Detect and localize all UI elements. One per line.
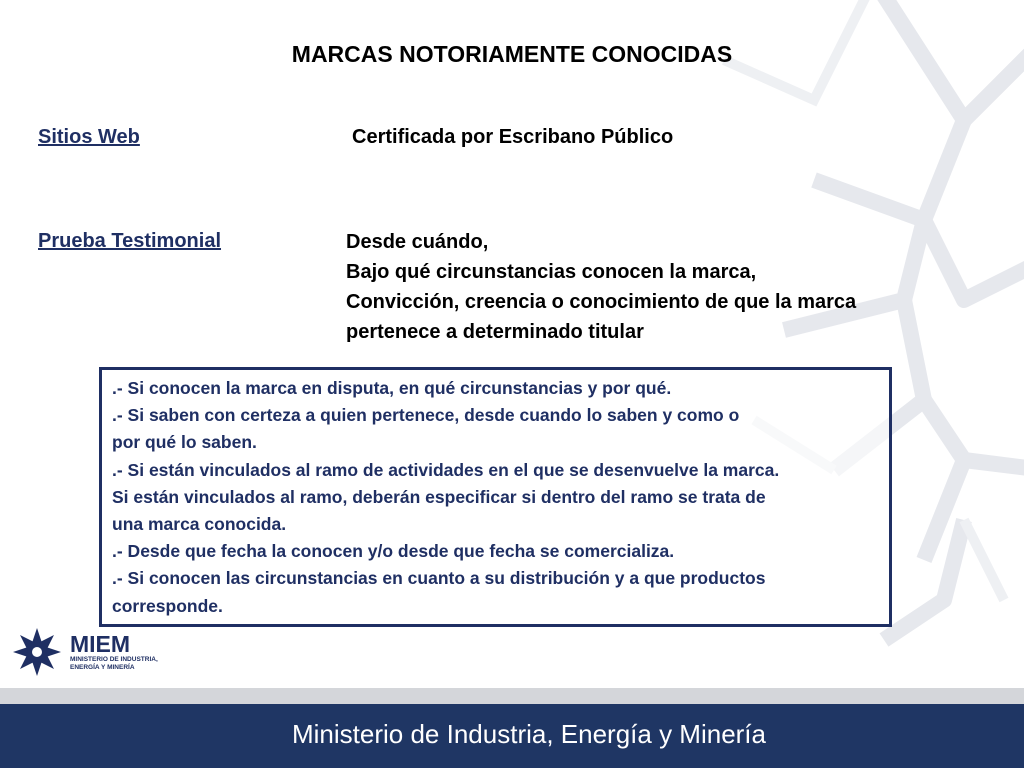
prueba-testimonial-value [346, 227, 856, 347]
box-line: .- Si saben con certeza a quien pertenece, desde cuando lo saben y como o [112, 405, 740, 426]
testimonial-line: pertenece a determinado titular [346, 321, 644, 343]
box-line: .- Si están vinculados al ramo de actividades en el que se desenvuelve la marca. [112, 459, 780, 480]
box-line: una marca conocida. [112, 514, 287, 535]
testimonial-line: Bajo qué circunstancias conocen la marca, [346, 261, 757, 283]
page-title: MARCAS NOTORIAMENTE CONOCIDAS [291, 41, 733, 67]
box-line: .- Desde que fecha la conocen y/o desde que fecha se comercializa. [112, 541, 675, 562]
logo-subtitle: MINISTERIO DE INDUSTRIA, [70, 656, 158, 663]
miem-star-icon [12, 627, 62, 677]
logo-subtitle: ENERGÍA Y MINERÍA [70, 664, 135, 671]
box-line: por qué lo saben. [112, 432, 257, 453]
questions-box [99, 367, 892, 627]
testimonial-line: Desde cuándo, [346, 231, 489, 253]
prueba-testimonial-label: Prueba Testimonial [38, 230, 222, 252]
footer-text: Ministerio de Industria, Energía y Minería [292, 719, 766, 749]
testimonial-line: Convicción, creencia o conocimiento de que la marca [346, 291, 857, 313]
miem-logo [12, 626, 158, 678]
footer-grey-band [0, 688, 1024, 704]
sitios-web-label: Sitios Web [38, 126, 140, 148]
box-line: corresponde. [112, 595, 223, 616]
logo-name: MIEM [70, 631, 131, 657]
box-line: .- Si conocen las circunstancias en cuanto a su distribución y a que productos [112, 568, 766, 589]
box-line: Si están vinculados al ramo, deberán especificar si dentro del ramo se trata de [112, 486, 766, 507]
sitios-web-value: Certificada por Escribano Público [352, 126, 674, 148]
box-line: .- Si conocen la marca en disputa, en qué circunstancias y por qué. [112, 378, 672, 398]
